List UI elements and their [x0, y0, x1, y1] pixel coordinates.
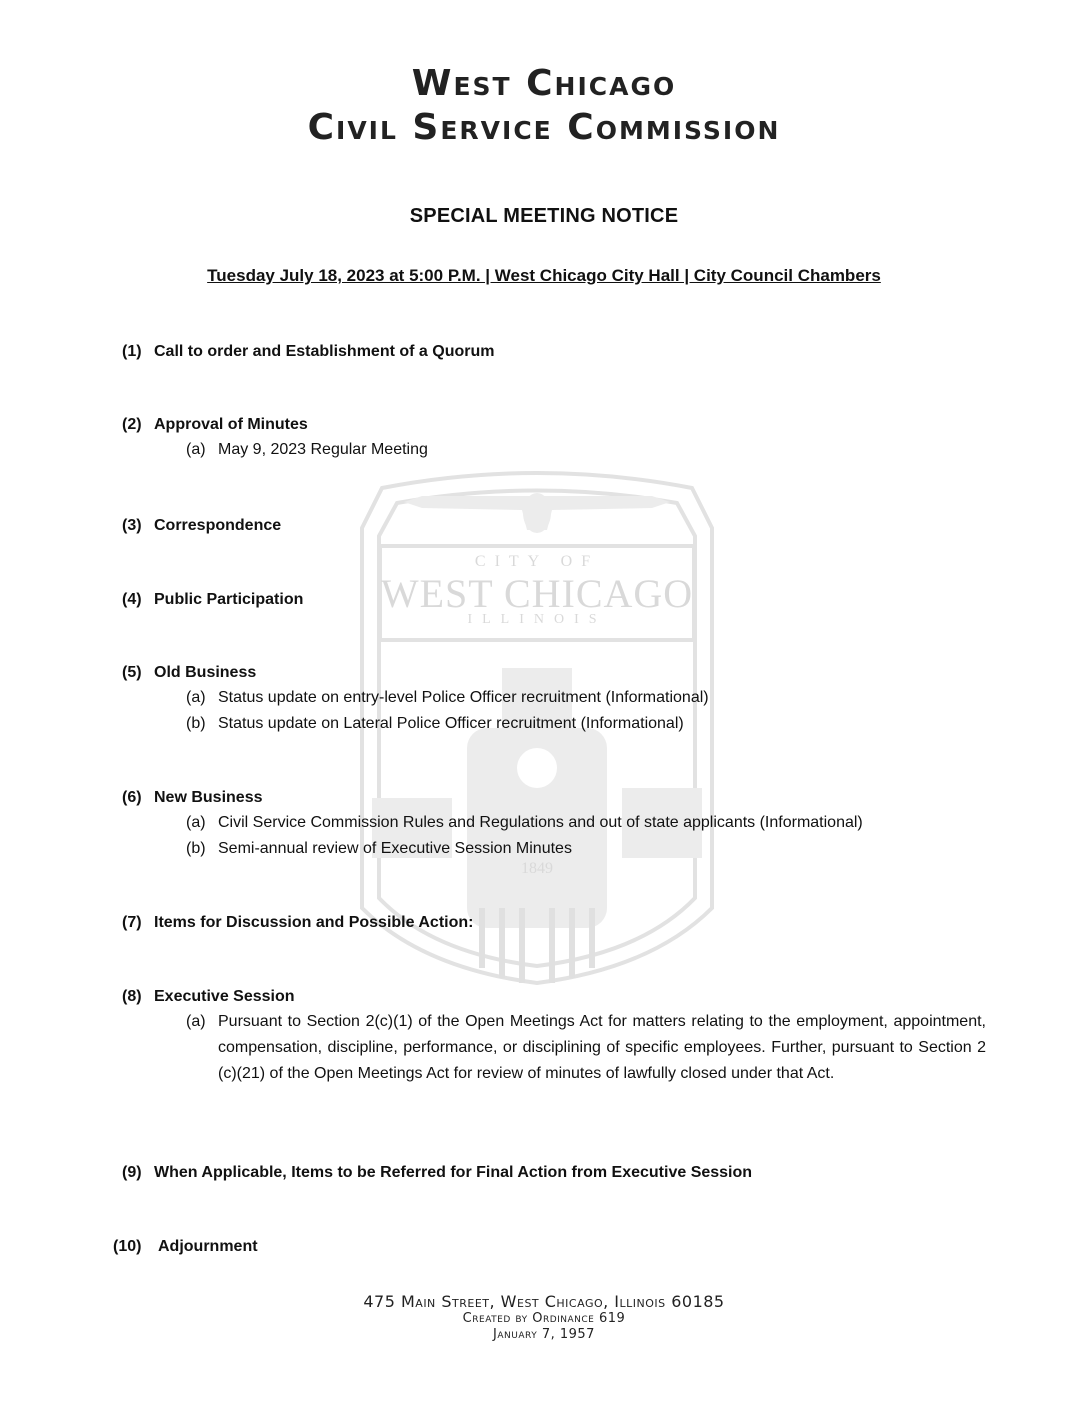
subitem-letter: (a) — [186, 814, 206, 831]
agenda-subitem — [186, 437, 428, 463]
letterhead-line-1: West Chicago — [411, 63, 677, 104]
item-title: When Applicable, Items to be Referred for Final Action from Executive Session — [154, 1164, 753, 1181]
item-number: (9) — [122, 1164, 142, 1181]
footer-address: 475 Main Street, West Chicago, Illinois 60185 — [363, 1292, 725, 1311]
item-title: Public Participation — [154, 591, 304, 608]
item-title: Approval of Minutes — [154, 416, 308, 433]
item-number: (5) — [122, 664, 142, 681]
item-number: (6) — [122, 789, 142, 806]
footer-date: January 7, 1957 — [493, 1327, 595, 1342]
item-title: Call to order and Establishment of a Quorum — [154, 343, 495, 360]
item-title: Old Business — [154, 664, 257, 681]
item-title: Items for Discussion and Possible Action: — [154, 914, 474, 931]
seal-year-text: 1849 — [521, 860, 553, 877]
agenda-subitem — [186, 836, 572, 862]
letterhead — [0, 62, 1088, 150]
letterhead-line-2: Civil Service Commission — [307, 107, 781, 148]
seal-city-of-text: CITY OF — [474, 553, 600, 570]
notice-title: SPECIAL MEETING NOTICE — [409, 205, 679, 227]
item-title: New Business — [154, 789, 263, 806]
subitem-text: Status update on entry-level Police Officer recruitment (Informational) — [218, 689, 709, 706]
agenda-subitem — [186, 685, 709, 711]
subitem-text: Status update on Lateral Police Officer recruitment (Informational) — [218, 715, 684, 732]
item-number: (7) — [122, 914, 142, 931]
subitem-text: Civil Service Commission Rules and Regulations and out of state applicants (Informational) — [218, 814, 863, 831]
subitem-letter: (a) — [186, 1013, 206, 1030]
item-number: (10) — [113, 1238, 142, 1255]
item-title: Adjournment — [158, 1238, 258, 1255]
item-number: (1) — [122, 343, 142, 360]
footer-ordinance: Created by Ordinance 619 — [462, 1311, 626, 1326]
subitem-letter: (b) — [186, 840, 206, 857]
item-number: (8) — [122, 988, 142, 1005]
subitem-letter: (b) — [186, 715, 206, 732]
agenda-subitem — [186, 810, 863, 836]
item-title: Executive Session — [154, 988, 295, 1005]
item-number: (2) — [122, 416, 142, 433]
executive-session-paragraph: Pursuant to Section 2(c)(1) of the Open Meetings Act for matters relating to the employment, appointment, compensation, discipline, performance, or disciplining of specific employees. Further, pursuant to Section 2 (c)(21) of the Open Meetings Act for review of minutes of lawfully closed under that Act. — [218, 1013, 986, 1082]
subitem-letter: (a) — [186, 441, 206, 458]
seal-name-text: WEST CHICAGO — [380, 571, 694, 616]
meeting-date-location: Tuesday July 18, 2023 at 5:00 P.M. | West Chicago City Hall | City Council Chambers — [207, 266, 881, 285]
subitem-letter: (a) — [186, 689, 206, 706]
item-number: (4) — [122, 591, 142, 608]
seal-state-text: ILLINOIS — [467, 612, 607, 627]
subitem-text: Semi-annual review of Executive Session Minutes — [218, 840, 572, 857]
item-title: Correspondence — [154, 517, 282, 534]
subitem-text: May 9, 2023 Regular Meeting — [218, 441, 428, 458]
item-number: (3) — [122, 517, 142, 534]
agenda-subitem — [186, 711, 684, 737]
